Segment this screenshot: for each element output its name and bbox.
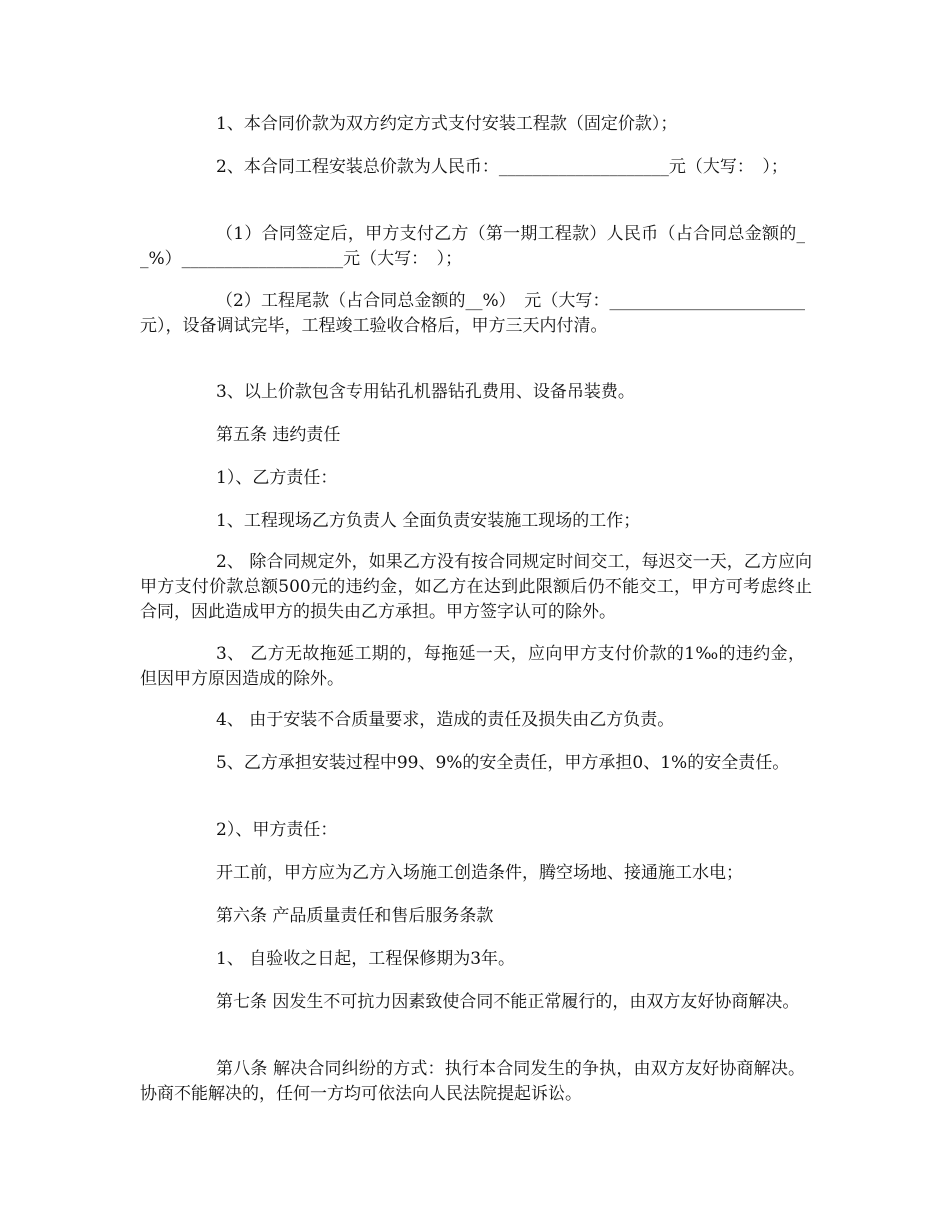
payment-clause-2: 2、本合同工程安装总价款为人民币：____________________元（大写： ）； — [216, 157, 788, 177]
payment-clause-1: 1、本合同价款为双方约定方式支付安装工程款（固定价款）； — [216, 114, 678, 134]
article-7: 第七条 因发生不可抗力因素致使合同不能正常履行的，由双方友好协商解决。 — [216, 992, 800, 1012]
article-6-heading: 第六条 产品质量责任和售后服务条款 — [216, 906, 494, 926]
party-b-liability-5: 5、乙方承担安装过程中99、9%的安全责任，甲方承担0、1%的安全责任。 — [216, 753, 790, 773]
payment-clause-3: 3、以上价款包含专用钻孔机器钻孔费用、设备吊装费。 — [216, 382, 635, 402]
party-b-liability-3: 3、 乙方无故拖延工期的，每拖延一天，应向甲方支付价款的1‰的违约金，但因甲方原因造成的除外。 — [140, 644, 805, 689]
party-a-liability-1: 开工前，甲方应为乙方入场施工创造条件，腾空场地、接通施工水电； — [216, 863, 743, 883]
party-b-liability-heading: 1）、乙方责任： — [216, 468, 338, 488]
warranty-clause-1: 1、 自验收之日起，工程保修期为3年。 — [216, 949, 516, 969]
party-a-liability-heading: 2）、甲方责任： — [216, 820, 338, 840]
party-b-liability-1: 1、工程现场乙方负责人 全面负责安装施工现场的工作； — [216, 511, 641, 531]
article-8: 第八条 解决合同纠纷的方式：执行本合同发生的争执，由双方友好协商解决。协商不能解决的，任何一方均可依法向人民法院提起诉讼。 — [140, 1059, 805, 1104]
payment-clause-2-item-2: （2）工程尾款（占合同总金额的__%） 元（大写：_______________________元），设备调试完毕，工程竣工验收合格后，甲方三天内付清。 — [140, 291, 805, 336]
party-b-liability-2: 2、 除合同规定外，如果乙方没有按合同规定时间交工，每迟交一天，乙方应向甲方支付价款总额500元的违约金，如乙方在达到此限额后仍不能交工，甲方可考虑终止合同，因此造成甲方的损失由乙方承担。甲方签字认可的除外。 — [140, 552, 812, 622]
payment-clause-2-item-1: （1）合同签定后，甲方支付乙方（第一期工程款）人民币（占合同总金额的__%）___________________元（大写： ）； — [140, 224, 805, 269]
party-b-liability-4: 4、 由于安装不合质量要求，造成的责任及损失由乙方负责。 — [216, 710, 675, 730]
article-5-heading: 第五条 违约责任 — [216, 425, 341, 445]
